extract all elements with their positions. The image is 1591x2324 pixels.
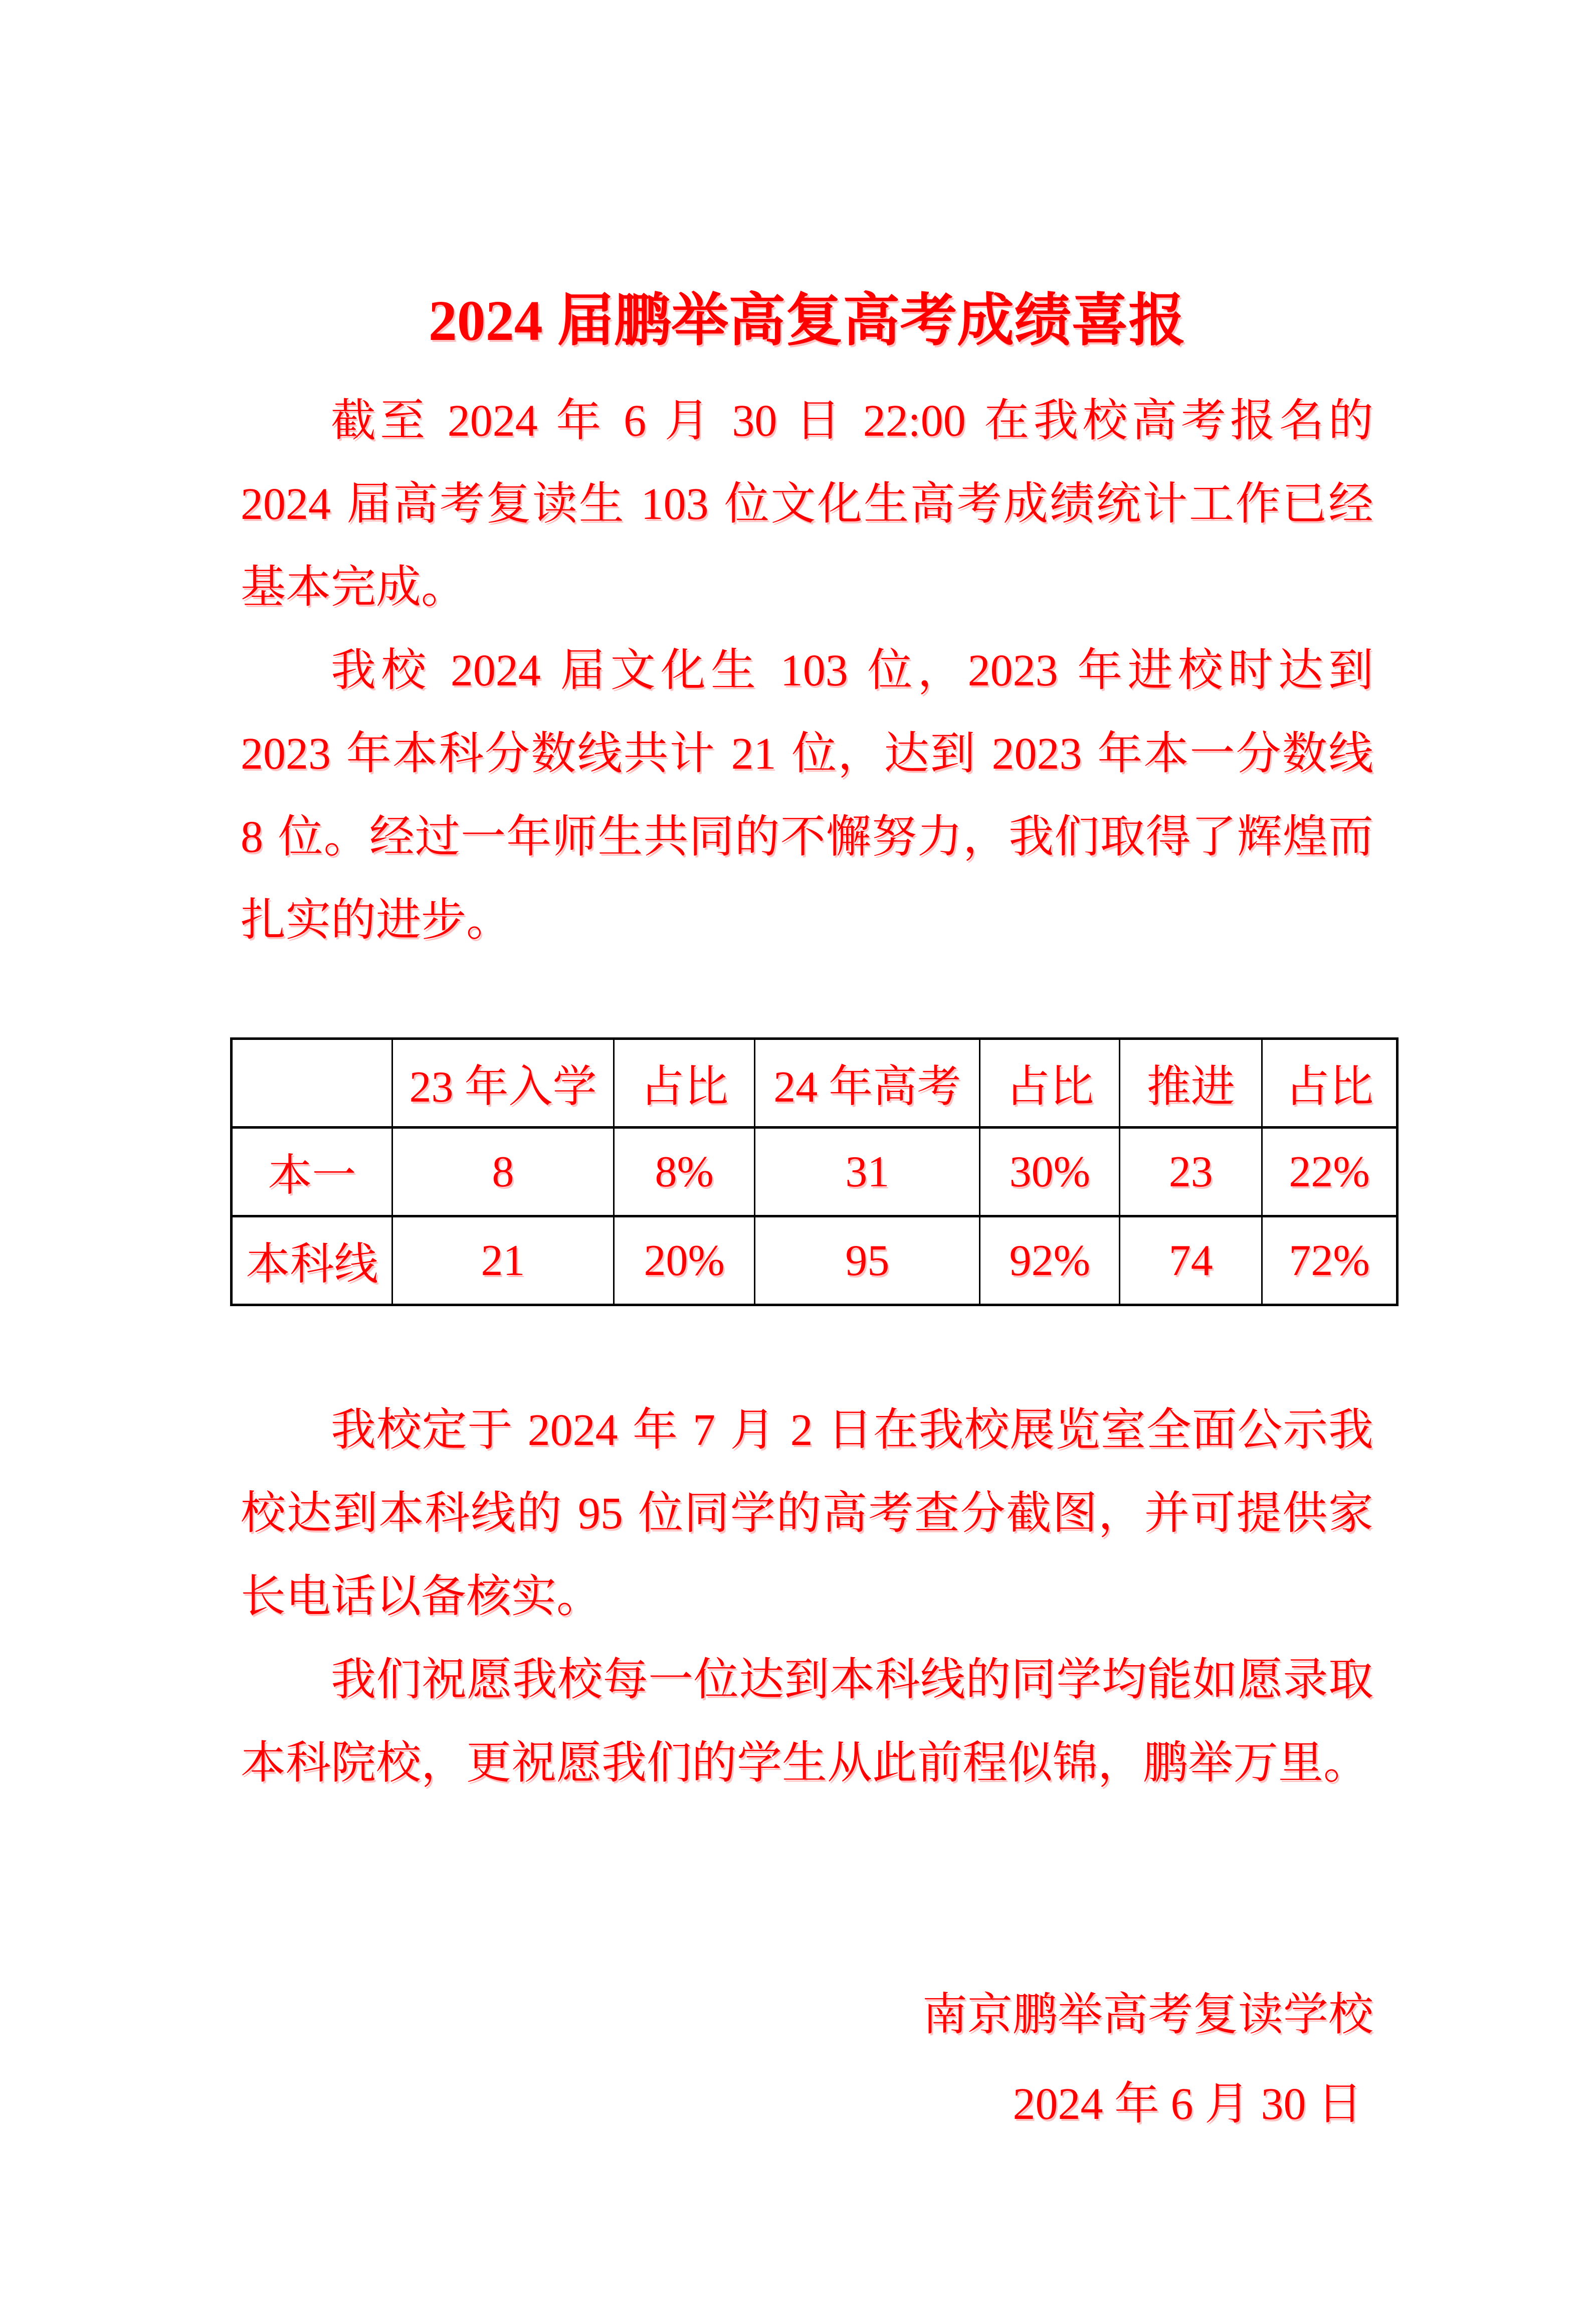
cell-value: 21: [392, 1216, 614, 1305]
page-title: 2024 届鹏举高复高考成绩喜报: [428, 289, 1186, 352]
table-row: [232, 1128, 1398, 1216]
cell-value: 74: [1120, 1216, 1262, 1305]
header-advance: 推进: [1120, 1039, 1262, 1128]
header-empty-cell: [232, 1039, 392, 1128]
table-row: [232, 1216, 1398, 1305]
signature-date: 2024 年 6 月 30 日: [1013, 2079, 1362, 2129]
cell-value: 72%: [1262, 1216, 1398, 1305]
paragraph-wishes: 我们祝愿我校每一位达到本科线的同学均能如愿录取本科院校，更祝愿我们的学生从此前程似锦，鹏举万里。: [241, 1655, 1373, 1788]
signature-block: [241, 1971, 1373, 2149]
table-header-row: [232, 1039, 1398, 1128]
cell-value: 8: [392, 1128, 614, 1216]
results-table: [230, 1037, 1399, 1306]
header-ratio-1: 占比: [614, 1039, 754, 1128]
signature-school-name: 南京鹏举高考复读学校: [922, 1990, 1373, 2040]
row-label: 本科线: [232, 1216, 392, 1305]
cell-value: 22%: [1262, 1128, 1398, 1216]
paragraph-publicity: 我校定于 2024 年 7 月 2 日在我校展览室全面公示我校达到本科线的 95 位同学的高考查分截图，并可提供家长电话以备核实。: [241, 1405, 1373, 1622]
cell-value: 20%: [614, 1216, 754, 1305]
cell-value: 30%: [980, 1128, 1120, 1216]
cell-value: 92%: [980, 1216, 1120, 1305]
cell-value: 95: [755, 1216, 980, 1305]
row-label: 本一: [232, 1128, 392, 1216]
cell-value: 31: [755, 1128, 980, 1216]
header-ratio-2: 占比: [980, 1039, 1120, 1128]
cell-value: 8%: [614, 1128, 754, 1216]
paragraph-stats: 我校 2024 届文化生 103 位，2023 年进校时达到 2023 年本科分数线共计 21 位，达到 2023 年本一分数线 8 位。经过一年师生共同的不懈努力，我们取得了辉煌而扎实的进步。: [241, 646, 1373, 945]
header-ratio-3: 占比: [1262, 1039, 1398, 1128]
header-24-gaokao: 24 年高考: [755, 1039, 980, 1128]
header-23-enrollment: 23 年入学: [392, 1039, 614, 1128]
paragraph-intro: 截至 2024 年 6 月 30 日 22:00 在我校高考报名的 2024 届高考复读生 103 位文化生高考成绩统计工作已经基本完成。: [241, 396, 1373, 612]
cell-value: 23: [1120, 1128, 1262, 1216]
